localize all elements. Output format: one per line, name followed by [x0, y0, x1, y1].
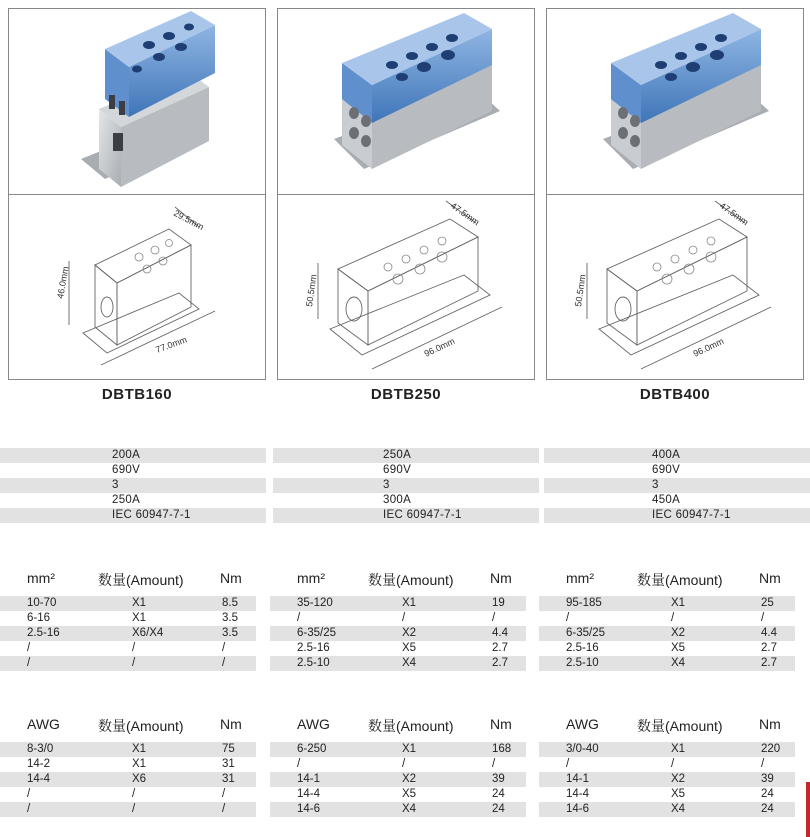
- table-row: [0, 742, 256, 757]
- table-row: [270, 772, 526, 787]
- table-cell: /: [222, 803, 226, 815]
- table-cell: 8-3/0: [27, 743, 54, 755]
- table-cell: /: [27, 642, 31, 654]
- table-cell: /: [27, 788, 31, 800]
- header-nm: Nm: [759, 716, 781, 732]
- table-row: [539, 787, 795, 802]
- table-cell: X4: [402, 657, 417, 669]
- spec-block-dbtb160: [0, 448, 266, 523]
- table-cell: X2: [402, 627, 417, 639]
- table-cell: 6-35/25: [566, 627, 606, 639]
- table-cell: 14-6: [566, 803, 590, 815]
- table-row: [0, 611, 256, 626]
- table-row: [539, 656, 795, 671]
- table-cell: 2.7: [492, 642, 508, 654]
- header-amount: 数量(Amount): [98, 718, 184, 734]
- header-nm: Nm: [220, 570, 242, 586]
- terminal-block-photo: [9, 9, 265, 195]
- dimension-length: 96.0mm: [691, 336, 726, 359]
- spec-current-max: 250A: [112, 494, 141, 506]
- table-cell: /: [27, 657, 31, 669]
- table-cell: 6-250: [297, 743, 327, 755]
- model-name-dbtb160: DBTB160: [101, 386, 173, 403]
- table-cell: 168: [492, 743, 512, 755]
- table-row: [0, 656, 256, 671]
- table-cell: 39: [761, 773, 774, 785]
- table-row: [539, 772, 795, 787]
- spec-current-max: 450A: [652, 494, 681, 506]
- table-row: [539, 641, 795, 656]
- dimension-height: 50.5mm: [304, 273, 319, 308]
- spec-standard: IEC 60947-7-1: [0, 508, 266, 523]
- dimension-height: 46.0mm: [55, 265, 71, 300]
- spec-value: 3: [544, 478, 810, 493]
- table-cell: 35-120: [297, 597, 333, 609]
- table-header: [270, 568, 526, 596]
- table-cell: 39: [492, 773, 505, 785]
- table-cell: X5: [402, 788, 417, 800]
- table-cell: /: [671, 612, 675, 624]
- spec-value: 3: [273, 478, 539, 493]
- table-cell: 220: [761, 743, 781, 755]
- table-row: [0, 772, 256, 787]
- table-cell: /: [492, 758, 496, 770]
- dimension-drawing: [9, 195, 265, 379]
- table-cell: 14-4: [297, 788, 321, 800]
- table-header: [0, 568, 256, 596]
- table-cell: 24: [492, 788, 505, 800]
- table-cell: 24: [761, 803, 774, 815]
- table-cell: /: [222, 788, 226, 800]
- table-cell: 6-35/25: [297, 627, 337, 639]
- table-row: [0, 596, 256, 611]
- table-cell: X4: [671, 803, 686, 815]
- table-cell: /: [566, 758, 570, 770]
- table-cell: /: [132, 803, 136, 815]
- dimension-depth: 47.5mm: [717, 200, 751, 228]
- table-cell: 3.5: [222, 627, 238, 639]
- terminal-block-photo: [278, 9, 534, 195]
- table-cell: 4.4: [492, 627, 508, 639]
- table-cell: X4: [671, 657, 686, 669]
- table-cell: /: [402, 758, 406, 770]
- table-cell: 24: [761, 788, 774, 800]
- table-header: [539, 568, 795, 596]
- table-cell: 25: [761, 597, 774, 609]
- table-cell: 3.5: [222, 612, 238, 624]
- table-row: [0, 626, 256, 641]
- header-awg: AWG: [27, 716, 60, 732]
- header-nm: Nm: [220, 716, 242, 732]
- header-amount: 数量(Amount): [368, 718, 454, 734]
- header-amount: 数量(Amount): [637, 572, 723, 588]
- spec-current-max: 300A: [383, 494, 412, 506]
- table-cell: X5: [671, 788, 686, 800]
- product-photo-dbtb400: [547, 9, 803, 195]
- header-mm2: mm²: [566, 570, 594, 586]
- mm-table-dbtb160: [0, 568, 256, 671]
- table-row: [270, 641, 526, 656]
- table-row: [0, 757, 256, 772]
- model-name-dbtb400: DBTB400: [639, 386, 711, 403]
- header-mm2: mm²: [27, 570, 55, 586]
- table-cell: 14-1: [297, 773, 321, 785]
- dimension-height: 50.5mm: [573, 273, 588, 308]
- dimension-drawing-dbtb250: [278, 195, 534, 379]
- table-cell: X1: [402, 743, 417, 755]
- table-cell: /: [566, 612, 570, 624]
- dimension-length: 77.0mm: [154, 334, 189, 355]
- table-cell: X5: [402, 642, 417, 654]
- table-cell: X2: [671, 773, 686, 785]
- product-panel-dbtb160: [8, 8, 266, 380]
- spec-current: 400A: [544, 448, 810, 463]
- spec-standard: IEC 60947-7-1: [273, 508, 539, 523]
- table-cell: 8.5: [222, 597, 238, 609]
- table-header: [0, 714, 256, 742]
- spec-current: 200A: [0, 448, 266, 463]
- table-row: [539, 626, 795, 641]
- table-row: [270, 742, 526, 757]
- dimension-drawing: [278, 195, 534, 379]
- table-row: [539, 596, 795, 611]
- header-nm: Nm: [759, 570, 781, 586]
- table-row: [270, 611, 526, 626]
- table-cell: 19: [492, 597, 505, 609]
- product-panel-dbtb400: [546, 8, 804, 380]
- dimension-drawing-dbtb400: [547, 195, 803, 379]
- table-cell: X1: [671, 597, 686, 609]
- model-name-dbtb250: DBTB250: [370, 386, 442, 403]
- table-cell: /: [402, 612, 406, 624]
- table-cell: 75: [222, 743, 235, 755]
- table-cell: 14-4: [27, 773, 51, 785]
- table-row: [539, 757, 795, 772]
- product-photo-dbtb250: [278, 9, 534, 195]
- table-cell: 2.5-16: [297, 642, 330, 654]
- table-cell: 14-6: [297, 803, 321, 815]
- mm-table-dbtb400: [539, 568, 795, 671]
- product-photo-dbtb160: [9, 9, 265, 195]
- spec-current: 250A: [273, 448, 539, 463]
- table-cell: X1: [132, 743, 147, 755]
- table-cell: 14-4: [566, 788, 590, 800]
- table-cell: X4: [402, 803, 417, 815]
- table-row: [270, 787, 526, 802]
- spec-value: 3: [0, 478, 266, 493]
- table-row: [539, 742, 795, 757]
- header-awg: AWG: [297, 716, 330, 732]
- header-amount: 数量(Amount): [368, 572, 454, 588]
- dimension-drawing-dbtb160: [9, 195, 265, 379]
- table-cell: /: [671, 758, 675, 770]
- table-cell: 24: [492, 803, 505, 815]
- table-cell: 2.7: [761, 657, 777, 669]
- spec-block-dbtb400: [544, 448, 810, 523]
- page-edge-marker: [806, 782, 810, 837]
- table-row: [270, 596, 526, 611]
- table-cell: /: [297, 612, 301, 624]
- header-awg: AWG: [566, 716, 599, 732]
- table-cell: X6/X4: [132, 627, 164, 639]
- awg-table-dbtb250: [270, 714, 526, 817]
- table-cell: X6: [132, 773, 147, 785]
- table-cell: /: [297, 758, 301, 770]
- table-row: [270, 757, 526, 772]
- table-cell: 14-1: [566, 773, 590, 785]
- table-header: [270, 714, 526, 742]
- header-nm: Nm: [490, 570, 512, 586]
- table-header: [539, 714, 795, 742]
- spec-block-dbtb250: [273, 448, 539, 523]
- spec-voltage: 690V: [652, 464, 681, 476]
- table-cell: X1: [402, 597, 417, 609]
- table-cell: X2: [402, 773, 417, 785]
- table-row: [270, 626, 526, 641]
- table-cell: /: [132, 642, 136, 654]
- table-cell: X2: [671, 627, 686, 639]
- dimension-drawing: [547, 195, 803, 379]
- spec-voltage: 690V: [112, 464, 141, 476]
- table-row: [539, 802, 795, 817]
- table-row: [539, 611, 795, 626]
- table-cell: 10-70: [27, 597, 57, 609]
- table-cell: /: [761, 612, 765, 624]
- product-panel-dbtb250: [277, 8, 535, 380]
- header-amount: 数量(Amount): [637, 718, 723, 734]
- dimension-depth: 47.5mm: [448, 200, 482, 228]
- spec-voltage: 690V: [383, 464, 412, 476]
- table-cell: X1: [671, 743, 686, 755]
- table-row: [270, 656, 526, 671]
- table-cell: 4.4: [761, 627, 777, 639]
- awg-table-dbtb160: [0, 714, 256, 817]
- table-row: [0, 802, 256, 817]
- dimension-length: 96.0mm: [422, 336, 457, 359]
- table-cell: /: [27, 803, 31, 815]
- mm-table-dbtb250: [270, 568, 526, 671]
- table-cell: /: [222, 642, 226, 654]
- table-row: [0, 787, 256, 802]
- table-cell: X1: [132, 597, 147, 609]
- table-cell: /: [132, 788, 136, 800]
- table-cell: 6-16: [27, 612, 51, 624]
- table-cell: 2.5-16: [27, 627, 60, 639]
- table-cell: /: [761, 758, 765, 770]
- header-mm2: mm²: [297, 570, 325, 586]
- table-cell: 95-185: [566, 597, 602, 609]
- header-nm: Nm: [490, 716, 512, 732]
- table-cell: /: [132, 657, 136, 669]
- table-cell: 14-2: [27, 758, 51, 770]
- header-amount: 数量(Amount): [98, 572, 184, 588]
- table-row: [0, 641, 256, 656]
- terminal-block-photo: [547, 9, 803, 195]
- table-cell: /: [492, 612, 496, 624]
- table-cell: X1: [132, 612, 147, 624]
- table-cell: 2.5-10: [566, 657, 599, 669]
- table-cell: 2.7: [492, 657, 508, 669]
- table-cell: 31: [222, 758, 235, 770]
- table-cell: 2.5-16: [566, 642, 599, 654]
- table-cell: 2.5-10: [297, 657, 330, 669]
- table-cell: 3/0-40: [566, 743, 599, 755]
- table-row: [270, 802, 526, 817]
- table-cell: /: [222, 657, 226, 669]
- table-cell: X5: [671, 642, 686, 654]
- table-cell: 31: [222, 773, 235, 785]
- table-cell: X1: [132, 758, 147, 770]
- spec-standard: IEC 60947-7-1: [544, 508, 810, 523]
- awg-table-dbtb400: [539, 714, 795, 817]
- table-cell: 2.7: [761, 642, 777, 654]
- dimension-depth: 29.5mm: [172, 207, 206, 233]
